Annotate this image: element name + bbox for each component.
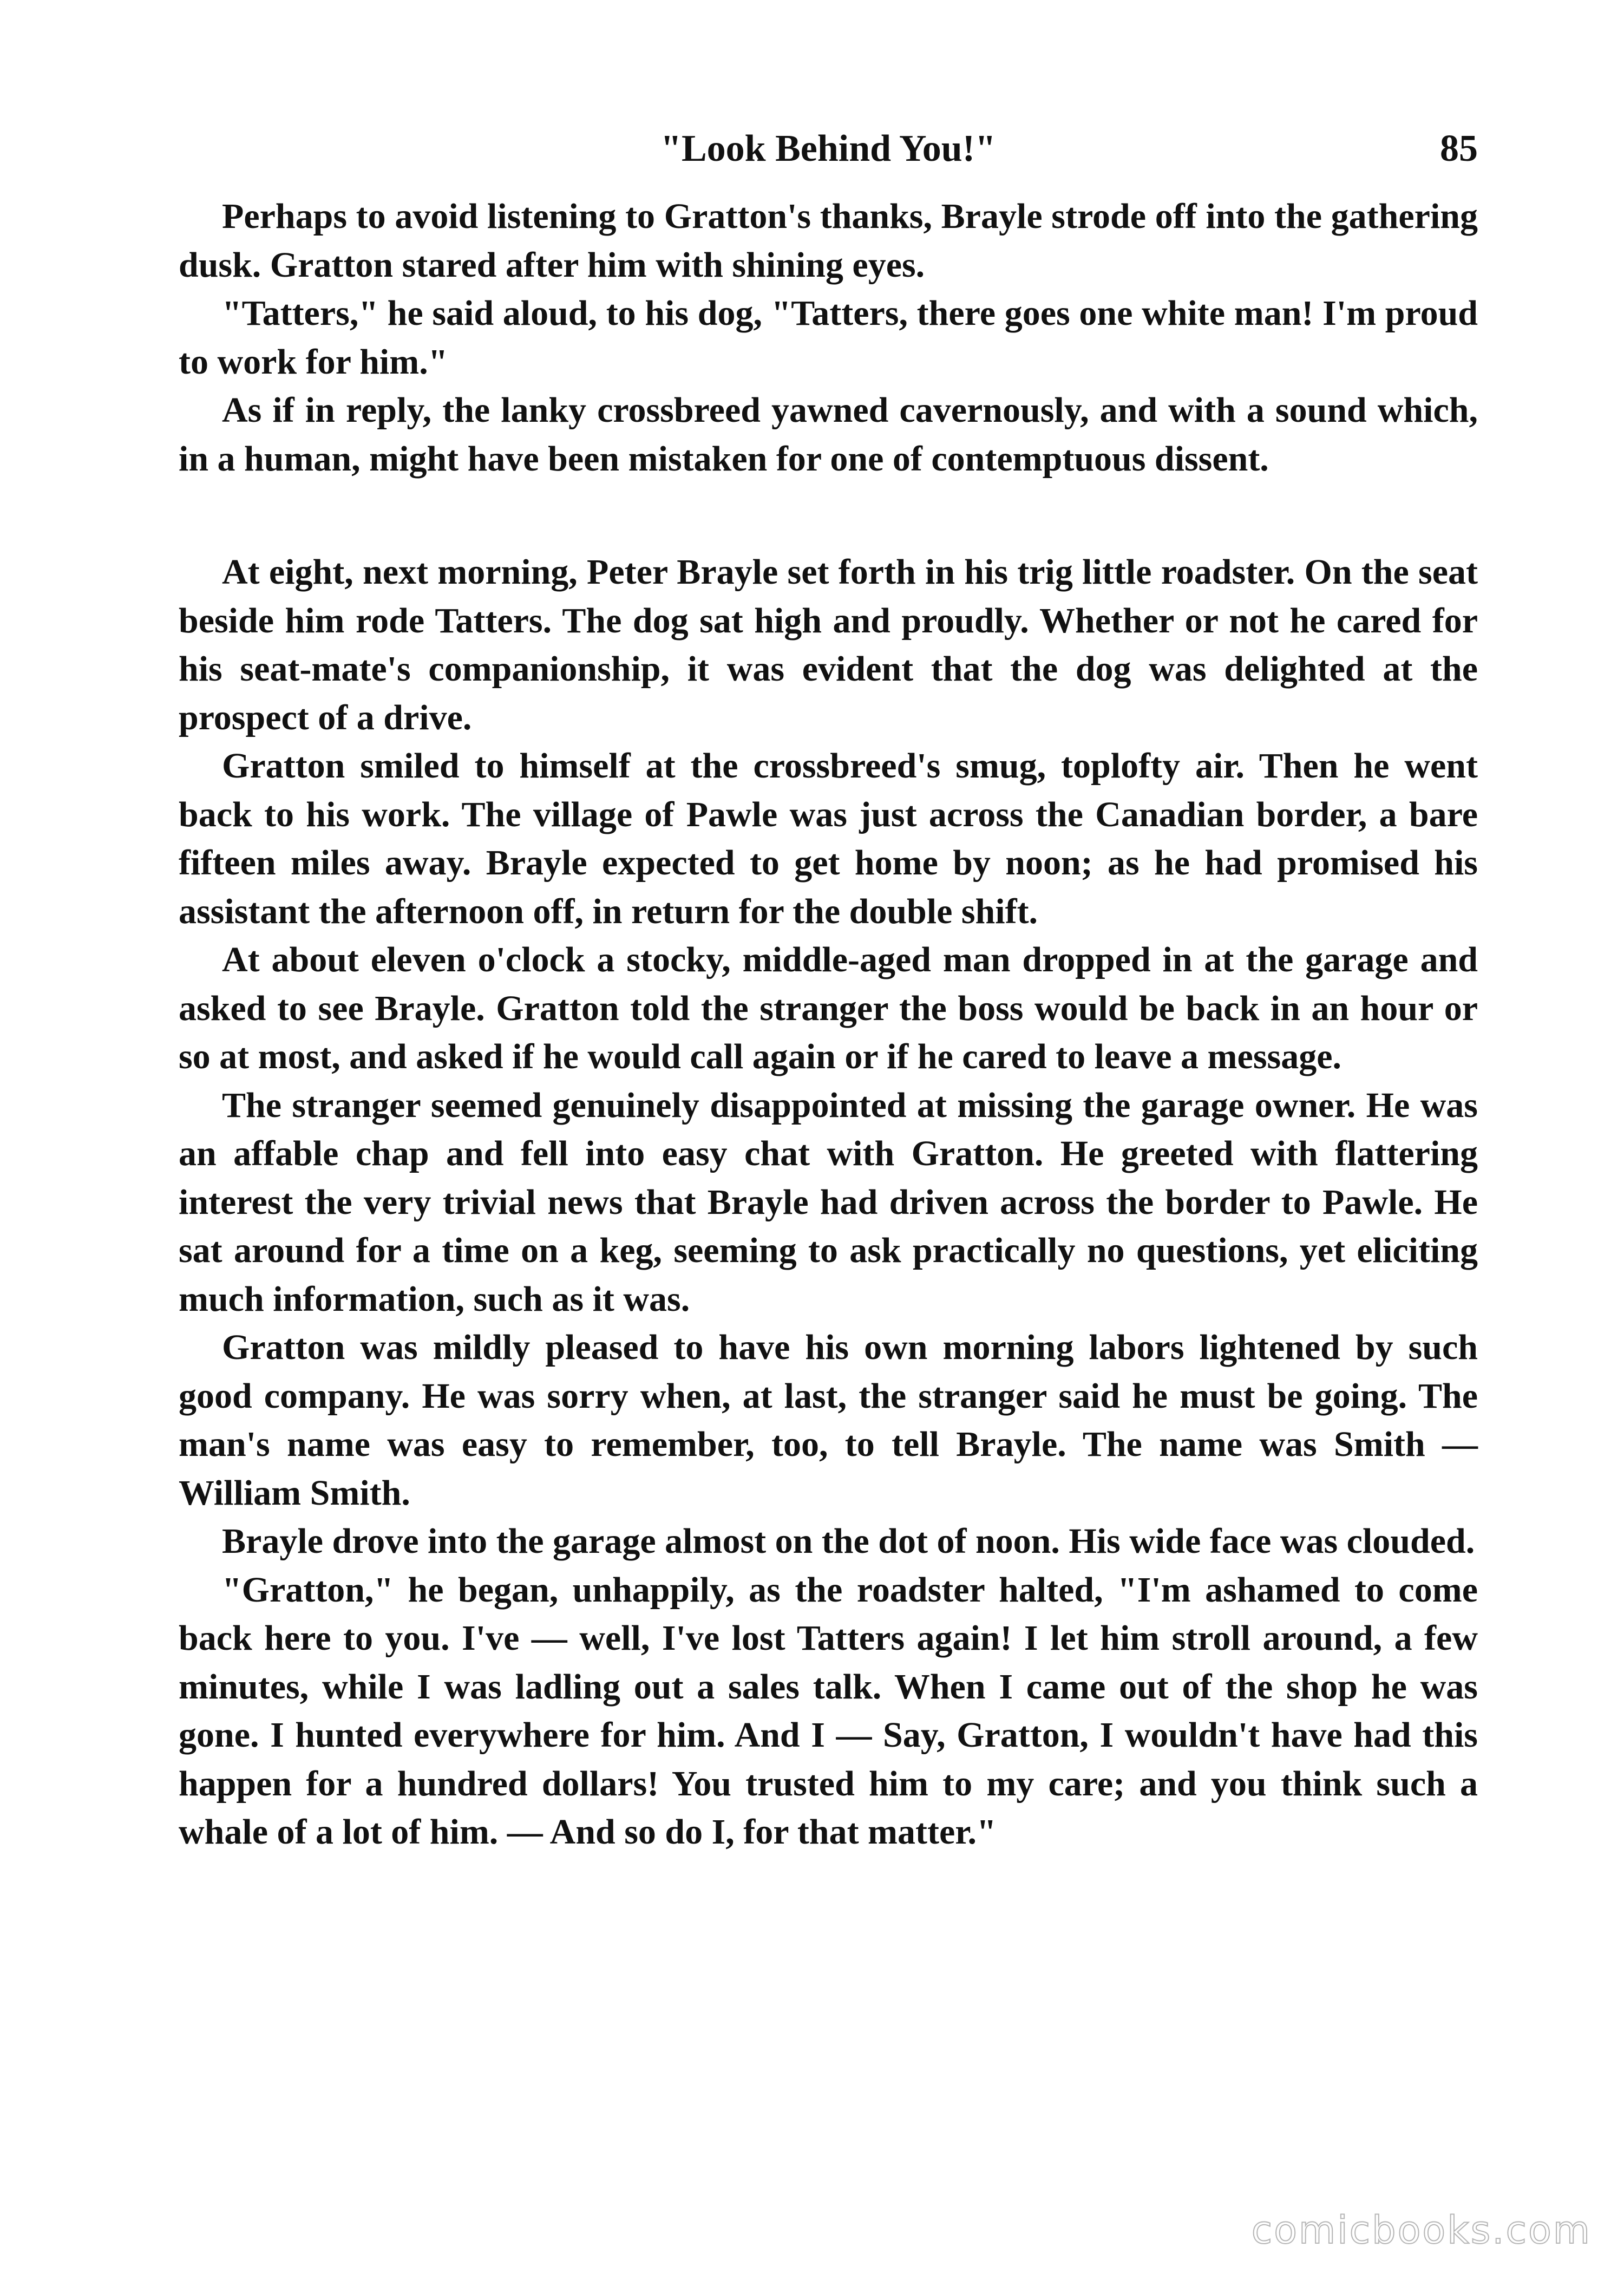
paragraph: Gratton was mildly pleased to have his own morning labors lightened by such good company. He was sorry when, at last, the stranger said he must be going. The man's name was easy to remember, too, to tell Brayle. The name was Smith — William Smith. — [179, 1328, 1478, 1513]
paragraph: As if in reply, the lanky crossbreed yawned cavernously, and with a sound which, in a human, might have been mistaken for one of contemptuous dissent. — [179, 390, 1478, 479]
paragraph: "Tatters," he said aloud, to his dog, "Tatters, there goes one white man! I'm proud to work for him." — [179, 293, 1478, 382]
book-page — [179, 127, 1478, 1857]
body-text — [179, 192, 1478, 1857]
watermark-logo: comicbooks.com — [1251, 2208, 1592, 2252]
page-number: 85 — [1440, 128, 1478, 169]
paragraph: At about eleven o'clock a stocky, middle-aged man dropped in at the garage and asked to see Brayle. Gratton told the stranger the boss would be back in an hour or so at most, and asked if he would call again or if he cared to leave a message. — [179, 940, 1478, 1076]
paragraph: "Gratton," he began, unhappily, as the roadster halted, "I'm ashamed to come back here to you. I've — well, I've lost Tatters again! I let him stroll around, a few minutes, while I was ladling out a sales talk. When I came out of the shop he was gone. I hunted everywhere for him. And I — Say, Gratton, I wouldn't have had this happen for a hundred dollars! You trusted him to my care; and you think such a whale of a lot of him. — And so do I, for that matter." — [179, 1570, 1478, 1852]
page-header — [179, 127, 1478, 192]
paragraph: The stranger seemed genuinely disappointed at missing the garage owner. He was an affable chap and fell into easy chat with Gratton. He greeted with flattering interest the very trivial news that Brayle had driven across the border to Pawle. He sat around for a time on a keg, seeming to ask practically no questions, yet eliciting much information, such as it was. — [179, 1085, 1478, 1319]
paragraph: At eight, next morning, Peter Brayle set forth in his trig little roadster. On the seat beside him rode Tatters. The dog sat high and proudly. Whether or not he cared for his seat-mate's companionship, it was evident that the dog was delighted at the prospect of a drive. — [179, 552, 1478, 737]
paragraph: Brayle drove into the garage almost on the dot of noon. His wide face was clouded. — [222, 1521, 1475, 1561]
paragraph: Perhaps to avoid listening to Gratton's thanks, Brayle strode off into the gathering dusk. Gratton stared after him with shining eyes. — [179, 197, 1478, 285]
section-break — [179, 483, 1478, 548]
running-title: "Look Behind You!" — [660, 128, 996, 169]
paragraph: Gratton smiled to himself at the crossbreed's smug, toplofty air. Then he went back to his work. The village of Pawle was just across the Canadian border, a bare fifteen miles away. Brayle expected to get home by noon; as he had promised his assistant the afternoon off, in return for the double shift. — [179, 746, 1478, 931]
